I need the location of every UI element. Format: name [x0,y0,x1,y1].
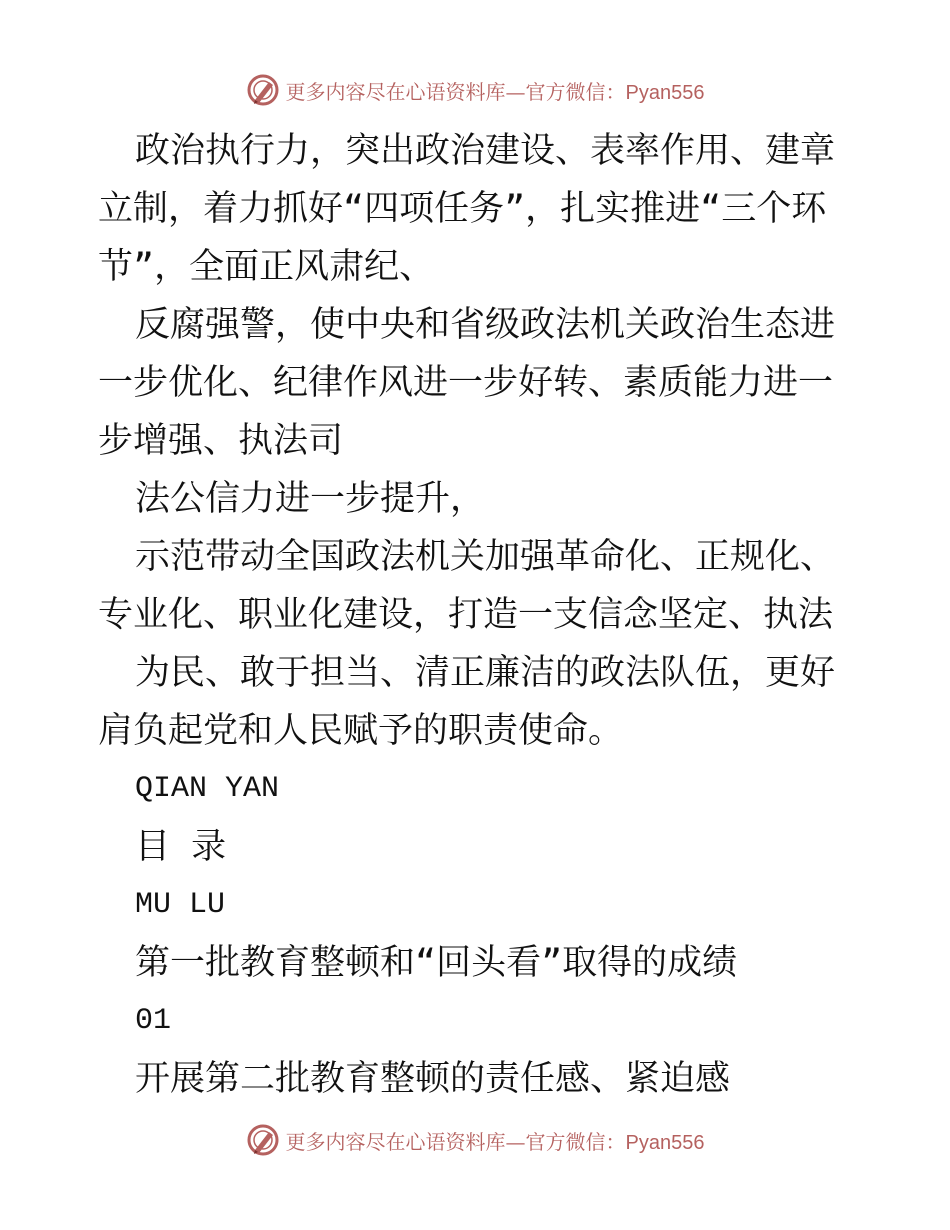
toc-item-number: 01 [135,1004,172,1038]
toc-item-2-title: 开展第二批教育整顿的责任感、紧迫感 [135,1059,731,1099]
paragraph-3: 法公信力进一步提升， [135,479,486,519]
header-banner [0,70,950,110]
header-wechat-handle: Pyan556 [625,81,705,104]
toc-item-1-title: 第一批教育整顿和“回头看”取得的成绩 [135,943,738,983]
footer-banner-text: 更多内容尽在心语资料库—官方微信：Pyan556 [285,1129,705,1154]
paragraph-5: 为民、敢于担当、清正廉洁的政法队伍，更好肩负起党和人民赋予的职责使命。 [98,653,836,751]
paragraph-1: 政治执行力，突出政治建设、表率作用、建章立制，着力抓好“四项任务”，扎实推进“三个环节”，全面正风肃纪、 [98,131,836,287]
paragraph-4: 示范带动全国政法机关加强革命化、正规化、专业化、职业化建设，打造一支信念坚定、执法 [98,537,836,635]
footer-wechat-handle: Pyan556 [625,1131,705,1154]
pen-circle-logo-icon [246,73,280,107]
document-body [98,122,858,1108]
paragraph-2: 反腐强警，使中央和省级政法机关政治生态进一步优化、纪律作风进一步好转、素质能力进一步增强、执法司 [98,305,836,461]
toc-title: 目 录 [135,827,227,867]
mu-lu-label: MU LU [135,888,226,922]
qian-yan-label: QIAN YAN [135,772,280,806]
pen-circle-logo-icon [246,1123,280,1157]
footer-banner [0,1120,950,1160]
header-banner-text: 更多内容尽在心语资料库—官方微信：Pyan556 [285,79,705,104]
